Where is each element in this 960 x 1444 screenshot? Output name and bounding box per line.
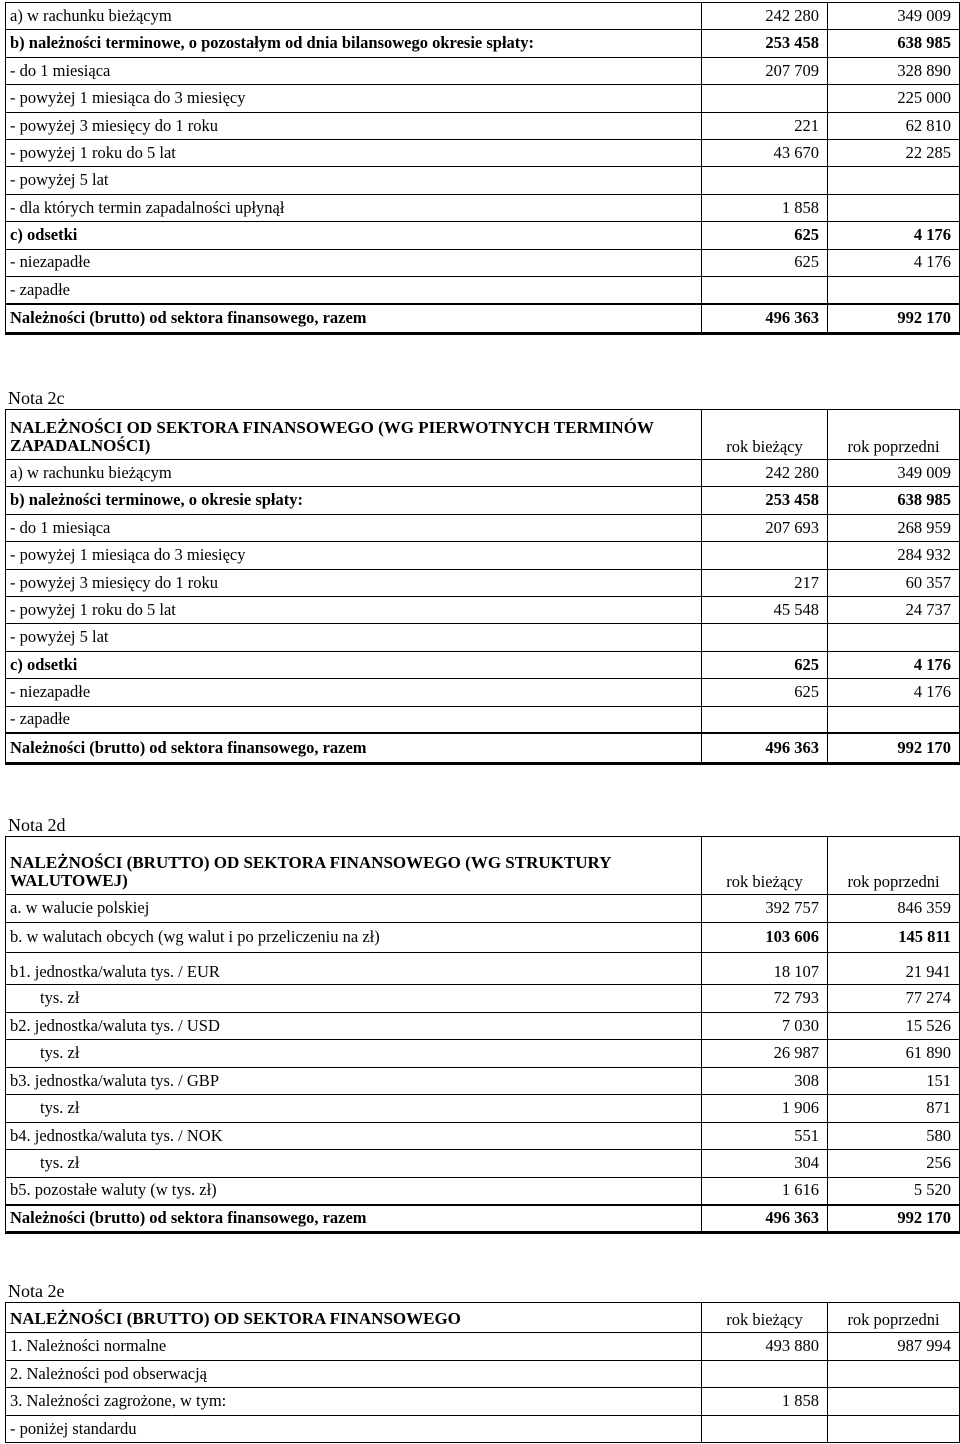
value-previous-year: 21 941 <box>828 953 960 985</box>
value-previous-year <box>828 1415 960 1443</box>
table-row <box>6 679 960 706</box>
value-previous-year: 77 274 <box>828 985 960 1013</box>
row-label: a) w rachunku bieżącym <box>6 460 702 487</box>
value-current-year: 242 280 <box>702 460 828 487</box>
value-previous-year: 871 <box>828 1095 960 1123</box>
table-row <box>6 1040 960 1068</box>
table-row <box>6 276 960 303</box>
value-previous-year: 4 176 <box>828 249 960 276</box>
row-label: - powyżej 1 roku do 5 lat <box>6 596 702 623</box>
row-label: b1. jednostka/waluta tys. / EUR <box>6 953 702 985</box>
row-label: a. w walucie polskiej <box>6 895 702 923</box>
row-label: c) odsetki <box>6 651 702 678</box>
row-label: b) należności terminowe, o pozostałym od dnia bilansowego okresie spłaty: <box>6 30 702 57</box>
row-label: Należności (brutto) od sektora finansowego, razem <box>6 304 702 334</box>
value-current-year <box>702 276 828 303</box>
table-row <box>6 194 960 221</box>
value-current-year <box>702 1360 828 1388</box>
value-previous-year: 992 170 <box>828 1205 960 1233</box>
table-row <box>6 1012 960 1040</box>
value-previous-year: 349 009 <box>828 3 960 30</box>
value-previous-year: 22 285 <box>828 139 960 166</box>
table-row <box>6 1095 960 1123</box>
column-header-previous-year: rok poprzedni <box>828 837 960 895</box>
nota-2d-table <box>5 836 960 1234</box>
value-previous-year: 62 810 <box>828 112 960 139</box>
value-previous-year: 60 357 <box>828 569 960 596</box>
row-label: b5. pozostałe waluty (w tys. zł) <box>6 1177 702 1205</box>
table-row <box>6 569 960 596</box>
value-current-year: 242 280 <box>702 3 828 30</box>
table-row <box>6 112 960 139</box>
value-previous-year: 256 <box>828 1150 960 1178</box>
total-row <box>6 304 960 334</box>
row-label: tys. zł <box>6 1150 702 1178</box>
table-row <box>6 1067 960 1095</box>
column-header-current-year: rok bieżący <box>702 837 828 895</box>
value-current-year: 496 363 <box>702 1205 828 1233</box>
value-current-year <box>702 1415 828 1443</box>
table-heading: NALEŻNOŚCI (BRUTTO) OD SEKTORA FINANSOWEGO <box>6 1303 702 1333</box>
table-row <box>6 1333 960 1361</box>
table-row <box>6 542 960 569</box>
nota-2e-label: Nota 2e <box>8 1281 65 1301</box>
value-current-year: 1 616 <box>702 1177 828 1205</box>
table-row <box>6 895 960 923</box>
value-current-year: 1 906 <box>702 1095 828 1123</box>
value-previous-year: 846 359 <box>828 895 960 923</box>
row-label: b4. jednostka/waluta tys. / NOK <box>6 1122 702 1150</box>
row-label: - do 1 miesiąca <box>6 57 702 84</box>
value-previous-year: 284 932 <box>828 542 960 569</box>
row-label: c) odsetki <box>6 222 702 249</box>
table-row <box>6 1177 960 1205</box>
value-previous-year: 5 520 <box>828 1177 960 1205</box>
table-row <box>6 57 960 84</box>
receivables-table-continued <box>5 2 960 335</box>
row-label: - do 1 miesiąca <box>6 514 702 541</box>
value-current-year: 7 030 <box>702 1012 828 1040</box>
value-current-year: 496 363 <box>702 304 828 334</box>
value-current-year: 625 <box>702 222 828 249</box>
table-row <box>6 249 960 276</box>
value-current-year: 493 880 <box>702 1333 828 1361</box>
row-label: - dla których termin zapadalności upłynął <box>6 194 702 221</box>
value-current-year <box>702 706 828 733</box>
table-row <box>6 1415 960 1443</box>
value-current-year: 625 <box>702 679 828 706</box>
value-previous-year: 15 526 <box>828 1012 960 1040</box>
value-current-year: 496 363 <box>702 733 828 763</box>
value-current-year: 207 693 <box>702 514 828 541</box>
value-previous-year: 225 000 <box>828 85 960 112</box>
value-current-year <box>702 624 828 651</box>
table-row <box>6 1388 960 1416</box>
value-current-year: 45 548 <box>702 596 828 623</box>
table-row <box>6 3 960 30</box>
value-previous-year: 61 890 <box>828 1040 960 1068</box>
table-row <box>6 30 960 57</box>
table-heading: NALEŻNOŚCI OD SEKTORA FINANSOWEGO (WG PIERWOTNYCH TERMINÓW ZAPADALNOŚCI) <box>6 410 702 460</box>
value-previous-year: 24 737 <box>828 596 960 623</box>
value-current-year: 253 458 <box>702 30 828 57</box>
value-current-year: 392 757 <box>702 895 828 923</box>
value-previous-year: 4 176 <box>828 222 960 249</box>
column-header-previous-year: rok poprzedni <box>828 410 960 460</box>
nota-2c-label: Nota 2c <box>8 388 65 408</box>
nota-2d-label: Nota 2d <box>8 815 66 835</box>
total-row <box>6 1205 960 1233</box>
row-label: tys. zł <box>6 1040 702 1068</box>
value-current-year: 1 858 <box>702 194 828 221</box>
value-current-year: 221 <box>702 112 828 139</box>
column-header-previous-year: rok poprzedni <box>828 1303 960 1333</box>
value-previous-year <box>828 624 960 651</box>
value-current-year: 308 <box>702 1067 828 1095</box>
table-row <box>6 651 960 678</box>
table-row <box>6 460 960 487</box>
table-header-row <box>6 410 960 460</box>
value-previous-year <box>828 706 960 733</box>
row-label: - zapadłe <box>6 276 702 303</box>
value-current-year <box>702 85 828 112</box>
value-previous-year <box>828 194 960 221</box>
row-label: - powyżej 1 miesiąca do 3 miesięcy <box>6 85 702 112</box>
row-label: Należności (brutto) od sektora finansowego, razem <box>6 733 702 763</box>
row-label: - powyżej 1 miesiąca do 3 miesięcy <box>6 542 702 569</box>
table-row <box>6 706 960 733</box>
value-current-year: 1 858 <box>702 1388 828 1416</box>
value-previous-year <box>828 1360 960 1388</box>
value-current-year: 72 793 <box>702 985 828 1013</box>
row-label: Należności (brutto) od sektora finansowego, razem <box>6 1205 702 1233</box>
row-label: 1. Należności normalne <box>6 1333 702 1361</box>
table-row <box>6 1122 960 1150</box>
row-label: tys. zł <box>6 1095 702 1123</box>
nota-2e-table <box>5 1302 960 1443</box>
row-label: b. w walutach obcych (wg walut i po przeliczeniu na zł) <box>6 923 702 953</box>
table-row <box>6 1150 960 1178</box>
table-row <box>6 487 960 514</box>
table-row <box>6 953 960 985</box>
row-label: 3. Należności zagrożone, w tym: <box>6 1388 702 1416</box>
row-label: - powyżej 5 lat <box>6 167 702 194</box>
value-previous-year: 4 176 <box>828 651 960 678</box>
value-previous-year: 4 176 <box>828 679 960 706</box>
value-previous-year: 268 959 <box>828 514 960 541</box>
value-current-year: 551 <box>702 1122 828 1150</box>
total-row <box>6 733 960 763</box>
table-heading: NALEŻNOŚCI (BRUTTO) OD SEKTORA FINANSOWEGO (WG STRUKTURY WALUTOWEJ) <box>6 837 702 895</box>
table-row <box>6 514 960 541</box>
value-previous-year: 328 890 <box>828 57 960 84</box>
value-current-year: 43 670 <box>702 139 828 166</box>
table-header-row <box>6 1303 960 1333</box>
row-label: - niezapadłe <box>6 249 702 276</box>
value-previous-year <box>828 167 960 194</box>
table-row <box>6 624 960 651</box>
value-current-year: 103 606 <box>702 923 828 953</box>
table-row <box>6 222 960 249</box>
row-label: 2. Należności pod obserwacją <box>6 1360 702 1388</box>
nota-2c-table <box>5 409 960 765</box>
value-current-year: 26 987 <box>702 1040 828 1068</box>
row-label: - poniżej standardu <box>6 1415 702 1443</box>
value-previous-year: 349 009 <box>828 460 960 487</box>
table-row <box>6 139 960 166</box>
table-row <box>6 1360 960 1388</box>
row-label: tys. zł <box>6 985 702 1013</box>
value-current-year: 625 <box>702 249 828 276</box>
value-previous-year: 151 <box>828 1067 960 1095</box>
row-label: a) w rachunku bieżącym <box>6 3 702 30</box>
value-current-year: 304 <box>702 1150 828 1178</box>
value-previous-year <box>828 276 960 303</box>
value-previous-year: 580 <box>828 1122 960 1150</box>
row-label: - powyżej 3 miesięcy do 1 roku <box>6 569 702 596</box>
value-current-year <box>702 167 828 194</box>
value-current-year <box>702 542 828 569</box>
table-row <box>6 923 960 953</box>
value-previous-year <box>828 1388 960 1416</box>
value-previous-year: 145 811 <box>828 923 960 953</box>
value-current-year: 18 107 <box>702 953 828 985</box>
row-label: b3. jednostka/waluta tys. / GBP <box>6 1067 702 1095</box>
row-label: - powyżej 1 roku do 5 lat <box>6 139 702 166</box>
table-row <box>6 167 960 194</box>
value-current-year: 207 709 <box>702 57 828 84</box>
table-row <box>6 85 960 112</box>
value-previous-year: 987 994 <box>828 1333 960 1361</box>
table-row <box>6 985 960 1013</box>
value-previous-year: 638 985 <box>828 487 960 514</box>
value-current-year: 217 <box>702 569 828 596</box>
value-previous-year: 638 985 <box>828 30 960 57</box>
row-label: - powyżej 5 lat <box>6 624 702 651</box>
table-row <box>6 596 960 623</box>
row-label: b) należności terminowe, o okresie spłaty: <box>6 487 702 514</box>
value-current-year: 253 458 <box>702 487 828 514</box>
row-label: - zapadłe <box>6 706 702 733</box>
column-header-current-year: rok bieżący <box>702 410 828 460</box>
value-current-year: 625 <box>702 651 828 678</box>
row-label: - powyżej 3 miesięcy do 1 roku <box>6 112 702 139</box>
value-previous-year: 992 170 <box>828 304 960 334</box>
table-header-row <box>6 837 960 895</box>
row-label: b2. jednostka/waluta tys. / USD <box>6 1012 702 1040</box>
value-previous-year: 992 170 <box>828 733 960 763</box>
row-label: - niezapadłe <box>6 679 702 706</box>
column-header-current-year: rok bieżący <box>702 1303 828 1333</box>
